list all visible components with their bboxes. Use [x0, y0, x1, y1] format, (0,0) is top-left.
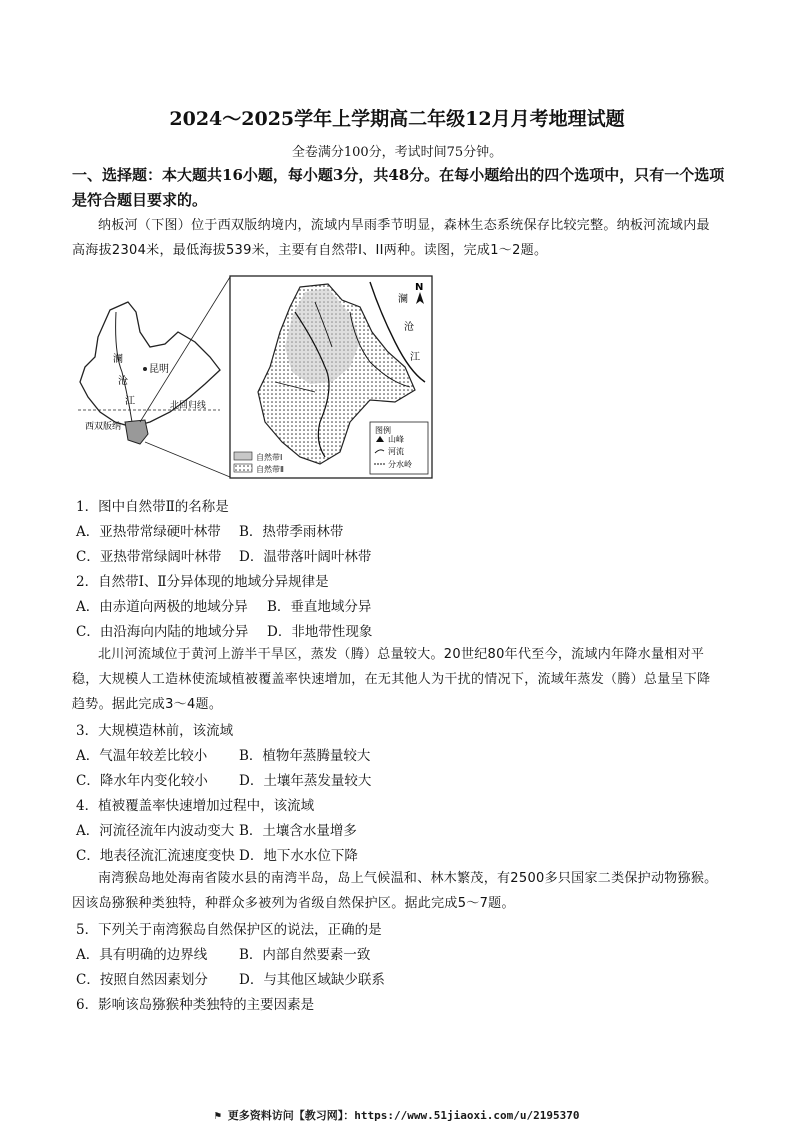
question-5-stem: 5．下列关于南湾猴岛自然保护区的说法，正确的是	[76, 922, 382, 938]
q5-option-d[interactable]: D．与其他区域缺少联系	[239, 972, 385, 988]
q1-option-c[interactable]: C．亚热带常绿阔叶林带	[76, 549, 222, 565]
flag-icon: ⚑	[214, 1109, 228, 1122]
page-title: 2024～2025学年上学期高二年级12月月考地理试题	[169, 108, 625, 130]
q3-option-c[interactable]: C．降水年内变化较小	[76, 773, 208, 789]
q5-option-b[interactable]: B．内部自然要素一致	[239, 947, 371, 963]
map-label-kunming: 昆明	[149, 364, 169, 375]
q4-option-c[interactable]: C．地表径流汇流速度变快	[76, 848, 235, 864]
q2-option-b[interactable]: B．垂直地域分异	[267, 599, 372, 615]
footer-link[interactable]: ⚑ 更多资料访问【教习网】：https://www.51jiaoxi.com/u/2195370	[214, 1109, 580, 1122]
q3-option-a[interactable]: A．气温年较差比较小	[76, 748, 208, 764]
exam-info: 全卷满分100分，考试时间75分钟。	[291, 145, 503, 160]
detail-label-jiang: 江	[410, 352, 420, 363]
legend-zone-1: 自然带Ⅰ	[256, 453, 283, 462]
passage-1: 纳板河（下图）位于西双版纳境内，流域内旱雨季节明显，森林生态系统保存比较完整。纳板河流域内最高海拔2304米，最低海拔539米，主要有自然带I、II两种。读图，完成1～2题。	[72, 218, 710, 258]
legend-river: 河流	[388, 447, 404, 456]
detail-label-cang: 沧	[404, 322, 414, 333]
legend-zone-2: 自然带Ⅱ	[256, 465, 284, 474]
map-label-jiang: 江	[125, 396, 135, 407]
nabanhe-map-figure	[70, 272, 435, 484]
q2-option-d[interactable]: D．非地带性现象	[267, 624, 373, 640]
passage-3: 南湾猴岛地处海南省陵水县的南湾半岛，岛上气候温和、林木繁茂，有2500多只国家二类保护动物猕猴。因该岛猕猴种类独特，种群众多被列为省级自然保护区。据此完成5～7题。	[72, 871, 718, 911]
xishuangbanna-area	[125, 420, 148, 444]
map-label-cang: 沧	[118, 376, 128, 387]
map-label-lan: 澜	[113, 354, 123, 365]
q1-option-d[interactable]: D．温带落叶阔叶林带	[239, 549, 372, 565]
question-3-stem: 3．大规模造林前，该流域	[76, 723, 234, 739]
map-label-tropic: 北回归线	[170, 401, 207, 411]
q4-option-b[interactable]: B．土壤含水量增多	[239, 823, 357, 839]
north-label: N	[415, 282, 424, 293]
q3-option-d[interactable]: D．土壤年蒸发量较大	[239, 773, 372, 789]
section-heading: 一、选择题：本大题共16小题，每小题3分，共48分。在每小题给出的四个选项中，只有一个选项是符合题目要求的。	[72, 166, 725, 209]
passage-2: 北川河流域位于黄河上游半干旱区，蒸发（腾）总量较大。20世纪80年代至今，流域内年降水量相对平稳，大规模人工造林使流域植被覆盖率快速增加，在无其他人为干扰的情况下，流域年蒸发（腾）总量呈下降趋势。据此完成3～4题。	[72, 647, 711, 712]
detail-label-lan: 澜	[398, 294, 408, 305]
legend-divide: 分水岭	[388, 460, 412, 469]
q1-option-b[interactable]: B．热带季雨林带	[239, 524, 344, 540]
legend-peak: 山峰	[388, 435, 404, 444]
map-label-xishuangbanna: 西双版纳	[85, 422, 122, 432]
q4-option-a[interactable]: A．河流径流年内波动变大	[76, 823, 235, 839]
question-2-stem: 2．自然带Ⅰ、Ⅱ分异体现的地域分异规律是	[76, 574, 329, 590]
question-1-stem: 1．图中自然带Ⅱ的名称是	[76, 499, 229, 515]
q5-option-a[interactable]: A．具有明确的边界线	[76, 947, 208, 963]
q4-option-d[interactable]: D．地下水水位下降	[239, 848, 358, 864]
question-4-stem: 4．植被覆盖率快速增加过程中，该流域	[76, 798, 315, 814]
q5-option-c[interactable]: C．按照自然因素划分	[76, 972, 208, 988]
q1-option-a[interactable]: A．亚热带常绿硬叶林带	[76, 524, 221, 540]
legend-title: 图例	[375, 426, 391, 435]
q2-option-c[interactable]: C．由沿海向内陆的地域分异	[76, 624, 249, 640]
question-6-stem: 6．影响该岛猕猴种类独特的主要因素是	[76, 997, 315, 1013]
q2-option-a[interactable]: A．由赤道向两极的地域分异	[76, 599, 248, 615]
q3-option-b[interactable]: B．植物年蒸腾量较大	[239, 748, 371, 764]
